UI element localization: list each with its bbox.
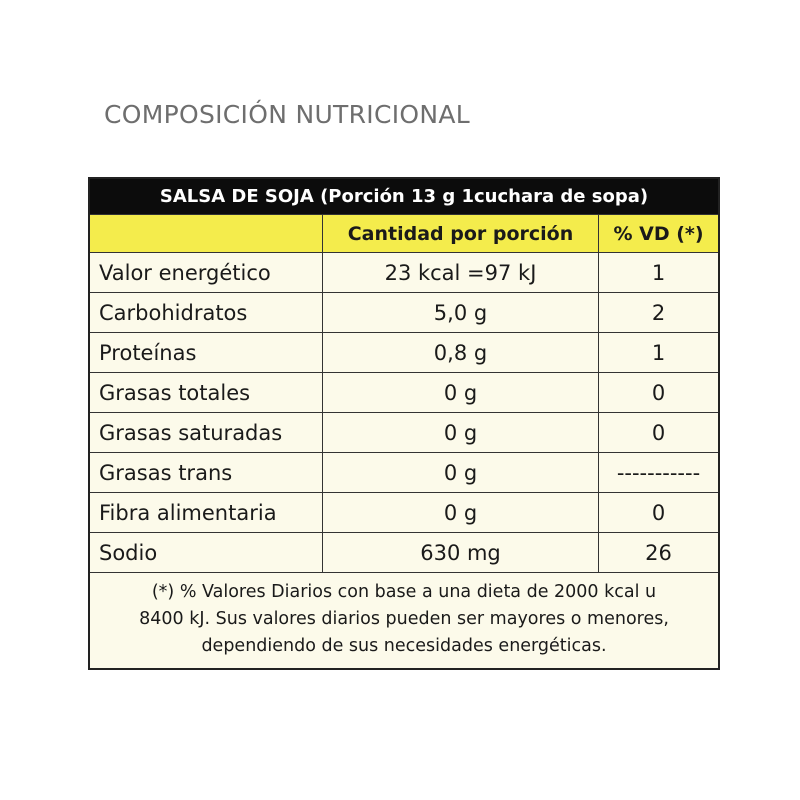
table-row: [90, 452, 718, 492]
table-row: [90, 252, 718, 292]
nutrient-name: Valor energético: [99, 260, 271, 285]
table-row: [90, 372, 718, 412]
nutrient-vd: 26: [598, 533, 718, 572]
nutrient-name: Fibra alimentaria: [99, 500, 277, 525]
footnote-line: (*) % Valores Diarios con base a una dieta de 2000 kcal u: [151, 582, 657, 602]
footnote-line: dependiendo de sus necesidades energéticas.: [201, 636, 607, 656]
nutrient-name: Sodio: [99, 540, 158, 565]
column-header-row: [90, 214, 718, 252]
nutrition-table: [88, 177, 720, 670]
nutrient-name: Grasas saturadas: [99, 420, 283, 445]
nutrient-amount: 5,0 g: [322, 293, 598, 332]
nutrient-amount: 0 g: [322, 453, 598, 492]
nutrient-amount: 0,8 g: [322, 333, 598, 372]
nutrient-name: Proteínas: [99, 340, 197, 365]
table-header: SALSA DE SOJA (Porción 13 g 1cuchara de sopa): [90, 179, 718, 214]
nutrient-vd: 0: [598, 413, 718, 452]
nutrient-amount: 0 g: [322, 493, 598, 532]
column-header-name: [90, 215, 322, 252]
table-row: [90, 292, 718, 332]
column-header-vd: % VD (*): [598, 215, 718, 252]
nutrient-amount: 23 kcal =97 kJ: [322, 253, 598, 292]
nutrient-vd: 1: [598, 333, 718, 372]
footnote-line: 8400 kJ. Sus valores diarios pueden ser mayores o menores,: [139, 609, 669, 629]
nutrient-name: Grasas totales: [99, 380, 251, 405]
nutrient-vd: 0: [598, 373, 718, 412]
nutrient-name: Grasas trans: [99, 460, 233, 485]
nutrient-vd: -----------: [598, 453, 718, 492]
nutrient-amount: 0 g: [322, 413, 598, 452]
nutrient-name: Carbohidratos: [99, 300, 248, 325]
table-row: [90, 412, 718, 452]
nutrient-vd: 0: [598, 493, 718, 532]
table-row: [90, 492, 718, 532]
column-header-amount: Cantidad por porción: [322, 215, 598, 252]
page-title: COMPOSICIÓN NUTRICIONAL: [104, 100, 471, 129]
nutrient-vd: 1: [598, 253, 718, 292]
nutrient-vd: 2: [598, 293, 718, 332]
table-row: [90, 332, 718, 372]
nutrient-amount: 630 mg: [322, 533, 598, 572]
table-row: [90, 532, 718, 572]
nutrient-amount: 0 g: [322, 373, 598, 412]
footnote: [90, 572, 718, 668]
